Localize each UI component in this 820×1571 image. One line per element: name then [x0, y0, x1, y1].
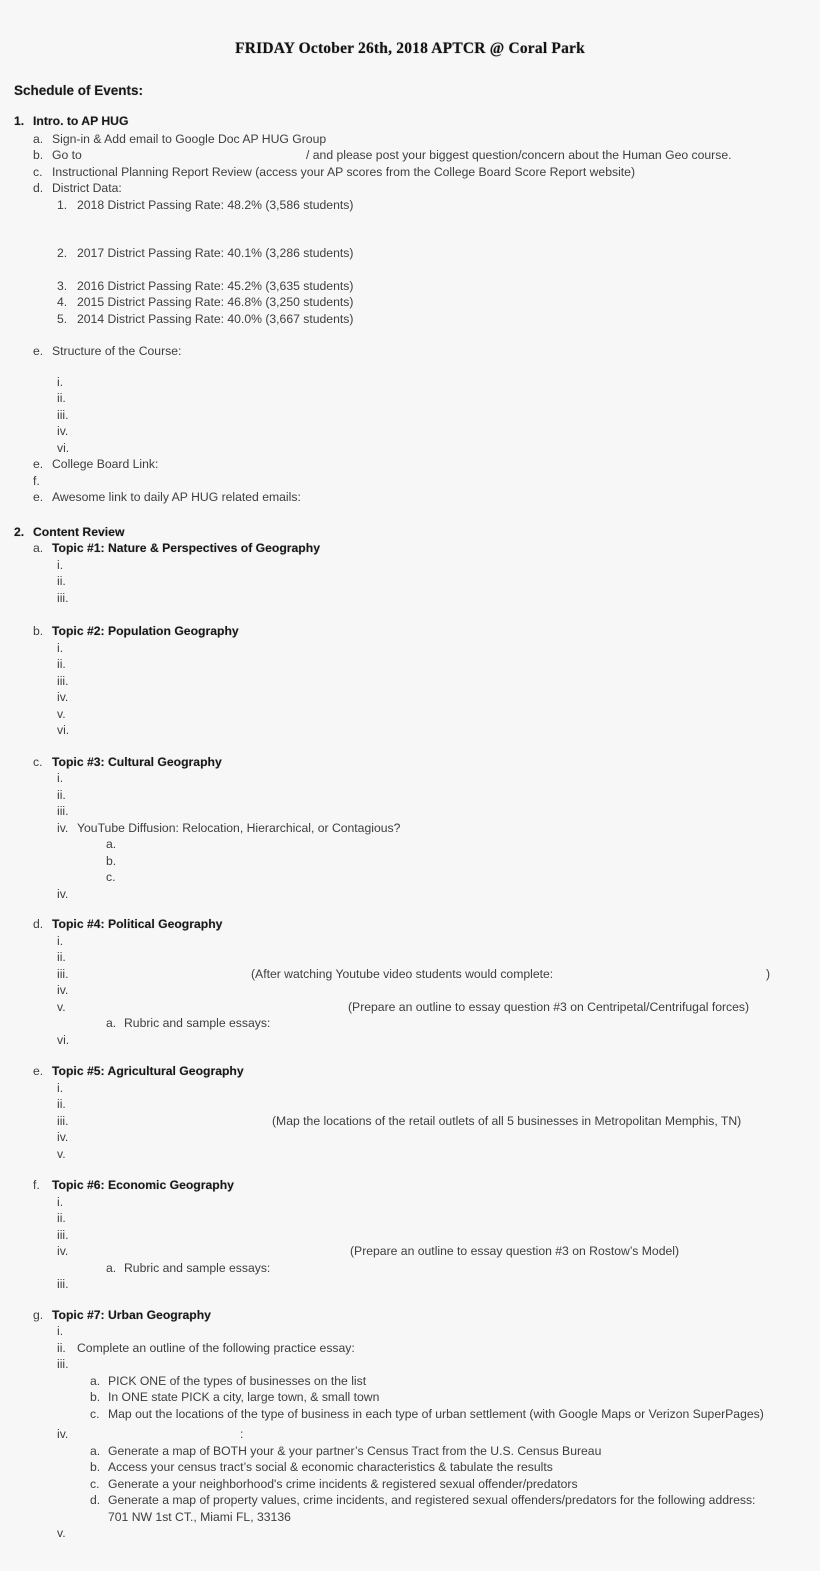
doc-line	[0, 1459, 820, 1476]
doc-line	[0, 1146, 820, 1163]
line-text: Complete an outline of the following practice essay:	[77, 1340, 355, 1355]
line-marker: v.	[57, 1526, 66, 1540]
line-text: 2018 District Passing Rate: 48.2% (3,586 students)	[77, 197, 354, 212]
doc-line	[0, 1227, 820, 1244]
doc-line	[0, 1080, 820, 1097]
line-marker: 4.	[57, 295, 68, 309]
line-marker: b.	[106, 853, 117, 868]
line-text: PICK ONE of the types of businesses on the list	[108, 1373, 367, 1388]
line-marker: a.	[106, 1016, 117, 1030]
line-marker: iii.	[57, 1277, 69, 1291]
line-marker: 5.	[57, 311, 68, 326]
line-text-segment: :	[240, 1427, 244, 1441]
line-marker: i.	[57, 1080, 64, 1095]
line-marker: iv.	[57, 820, 69, 835]
line-marker: e.	[33, 1064, 44, 1078]
line-marker: iv.	[57, 424, 69, 438]
line-marker: e.	[33, 457, 44, 471]
line-marker: ii.	[57, 950, 66, 964]
doc-line	[0, 456, 820, 473]
doc-line	[0, 722, 820, 739]
line-text: Topic #1: Nature & Perspectives of Geography	[52, 541, 320, 555]
line-marker: d.	[90, 1493, 101, 1507]
line-text: 2016 District Passing Rate: 45.2% (3,635 students)	[77, 278, 354, 293]
doc-line	[0, 294, 820, 311]
doc-line	[0, 1492, 820, 1509]
doc-line	[0, 803, 820, 820]
doc-line	[0, 180, 820, 197]
line-text: Map out the locations of the type of business in each type of urban settlement (with Google Maps or Verizon SuperPages)	[108, 1406, 764, 1421]
doc-line	[0, 113, 820, 130]
doc-line	[0, 1194, 820, 1211]
doc-line	[0, 1476, 820, 1493]
line-text: Topic #5: Agricultural Geography	[52, 1064, 244, 1078]
doc-line	[0, 982, 820, 999]
doc-line	[0, 1129, 820, 1146]
schedule-outline	[0, 113, 820, 1542]
doc-line	[0, 311, 820, 328]
line-marker: a.	[90, 1443, 101, 1458]
line-marker: c.	[33, 754, 43, 769]
doc-line	[0, 1443, 820, 1460]
line-marker: f.	[33, 473, 40, 488]
line-marker: v.	[57, 1146, 66, 1161]
line-marker: ii.	[57, 1340, 66, 1355]
doc-line	[0, 524, 820, 541]
doc-line	[0, 1525, 820, 1542]
doc-line	[0, 343, 820, 360]
doc-line	[0, 1323, 820, 1340]
doc-line	[0, 245, 820, 262]
line-text-segment: )	[766, 966, 771, 981]
line-marker: ii.	[57, 1211, 66, 1225]
line-marker: 3.	[57, 278, 68, 293]
line-marker: iv.	[57, 1427, 69, 1441]
doc-line	[0, 673, 820, 690]
line-marker: e.	[33, 344, 44, 358]
line-marker: ii.	[57, 787, 66, 802]
doc-line	[0, 590, 820, 607]
line-marker: iv.	[57, 1244, 69, 1258]
doc-line	[0, 966, 820, 983]
line-marker: 2.	[14, 524, 25, 539]
line-text: Rubric and sample essays:	[124, 1016, 271, 1030]
doc-line	[0, 949, 820, 966]
line-text: Instructional Planning Report Review (access your AP scores from the College Board Score Report website)	[52, 164, 636, 179]
doc-line	[0, 473, 820, 490]
doc-line	[0, 706, 820, 723]
doc-line	[0, 557, 820, 574]
doc-line	[0, 1243, 820, 1260]
doc-line	[0, 1389, 820, 1406]
doc-line	[0, 131, 820, 148]
line-text: District Data:	[52, 181, 122, 195]
doc-line	[0, 278, 820, 295]
line-marker: i.	[57, 1324, 64, 1338]
doc-line	[0, 886, 820, 903]
line-text: 2014 District Passing Rate: 40.0% (3,667 students)	[77, 311, 354, 326]
line-text: Access your census tract’s social & economic characteristics & tabulate the results	[108, 1460, 553, 1474]
doc-line	[0, 1113, 820, 1130]
line-marker: i.	[57, 1194, 64, 1209]
line-text: Generate a map of property values, crime incidents, and registered sexual offenders/predators for the following address:	[108, 1493, 756, 1507]
line-text: Topic #3: Cultural Geography	[52, 754, 222, 769]
doc-line	[0, 1015, 820, 1032]
line-text: Intro. to AP HUG	[33, 114, 129, 128]
line-marker: iii.	[57, 590, 69, 605]
line-marker: i.	[57, 557, 64, 572]
line-marker: c.	[33, 164, 43, 179]
doc-line	[0, 1373, 820, 1390]
line-text: Awesome link to daily AP HUG related emails:	[52, 490, 301, 504]
doc-line	[0, 1276, 820, 1293]
doc-line	[0, 754, 820, 771]
line-marker: iii.	[57, 407, 69, 422]
doc-line	[0, 1063, 820, 1080]
doc-line	[0, 656, 820, 673]
line-marker: b.	[33, 624, 44, 638]
line-text: Sign-in & Add email to Google Doc AP HUG Group	[52, 131, 327, 146]
doc-line	[0, 1509, 820, 1526]
line-marker: a.	[90, 1373, 101, 1388]
doc-line	[0, 916, 820, 933]
doc-line	[0, 407, 820, 424]
doc-line	[0, 820, 820, 837]
doc-line	[0, 1032, 820, 1049]
line-marker: 1.	[57, 197, 68, 212]
line-text: Topic #6: Economic Geography	[52, 1178, 234, 1192]
doc-line	[0, 164, 820, 181]
line-marker: i.	[57, 771, 64, 785]
doc-line	[0, 1340, 820, 1357]
doc-line	[0, 869, 820, 886]
line-marker: 2.	[57, 246, 68, 260]
line-marker: iv.	[57, 1130, 69, 1144]
line-marker: vi.	[57, 1032, 70, 1047]
doc-line	[0, 423, 820, 440]
line-marker: b.	[33, 148, 44, 162]
line-marker: a.	[106, 1260, 117, 1275]
line-text: 2017 District Passing Rate: 40.1% (3,286 students)	[77, 246, 354, 260]
doc-line	[0, 787, 820, 804]
line-marker: c.	[90, 1476, 100, 1491]
line-text: College Board Link:	[52, 457, 159, 471]
line-marker: a.	[33, 131, 44, 146]
line-marker: c.	[106, 870, 116, 884]
doc-line	[0, 1307, 820, 1324]
line-marker: ii.	[57, 1097, 66, 1111]
line-marker: iii.	[57, 966, 69, 981]
line-marker: vi.	[57, 723, 70, 737]
line-marker: vi.	[57, 440, 70, 455]
doc-line	[0, 374, 820, 391]
line-marker: i.	[57, 640, 64, 655]
line-text: Go to	[52, 148, 82, 162]
line-text-segment: / and please post your biggest question/concern about the Human Geo course.	[306, 148, 732, 162]
line-marker: ii.	[57, 391, 66, 405]
doc-line	[0, 1210, 820, 1227]
doc-line	[0, 1356, 820, 1373]
line-text: Rubric and sample essays:	[124, 1260, 271, 1275]
line-marker: iv.	[57, 983, 69, 997]
doc-line	[0, 623, 820, 640]
line-marker: v.	[57, 999, 66, 1014]
line-marker: d.	[33, 181, 44, 195]
doc-line	[0, 1426, 820, 1443]
line-marker: iii.	[57, 1227, 69, 1242]
line-text: Topic #2: Population Geography	[52, 624, 239, 638]
line-marker: a.	[33, 541, 44, 555]
line-text: In ONE state PICK a city, large town, & small town	[108, 1390, 380, 1404]
doc-line	[0, 390, 820, 407]
doc-line	[0, 1260, 820, 1277]
doc-line	[0, 147, 820, 164]
doc-line	[0, 540, 820, 557]
line-text: YouTube Diffusion: Relocation, Hierarchical, or Contagious?	[77, 820, 401, 835]
line-text: Structure of the Course:	[52, 344, 182, 358]
doc-line	[0, 1096, 820, 1113]
line-marker: b.	[90, 1390, 101, 1404]
line-marker: b.	[90, 1460, 101, 1474]
line-marker: iii.	[57, 804, 69, 818]
doc-line	[0, 1177, 820, 1194]
doc-line	[0, 640, 820, 657]
doc-line	[0, 999, 820, 1016]
line-marker: v.	[57, 706, 66, 721]
line-marker: ii.	[57, 574, 66, 588]
line-text-segment: (After watching Youtube video students would complete:	[251, 966, 554, 981]
line-marker: i.	[57, 933, 64, 948]
line-marker: i.	[57, 374, 64, 389]
doc-line	[0, 836, 820, 853]
line-marker: e.	[33, 490, 44, 504]
line-text: Generate a map of BOTH your & your partner’s Census Tract from the U.S. Census Bureau	[108, 1443, 602, 1458]
line-marker: c.	[90, 1406, 100, 1421]
doc-line	[0, 770, 820, 787]
doc-line	[0, 573, 820, 590]
line-marker: 1.	[14, 114, 25, 128]
line-text: Content Review	[33, 524, 125, 539]
schedule-heading: Schedule of Events:	[14, 83, 144, 98]
line-marker: iv.	[57, 690, 69, 704]
line-marker: a.	[106, 837, 117, 851]
line-text: Topic #7: Urban Geography	[52, 1307, 211, 1322]
line-marker: ii.	[57, 657, 66, 671]
doc-line	[0, 489, 820, 506]
line-text-segment: (Map the locations of the retail outlets of all 5 businesses in Metropolitan Memphis, TN)	[272, 1113, 742, 1128]
doc-line	[0, 689, 820, 706]
doc-line	[0, 440, 820, 457]
doc-line	[0, 1406, 820, 1423]
line-text-segment: (Prepare an outline to essay question #3 on Rostow’s Model)	[350, 1244, 680, 1258]
line-marker: iii.	[57, 1113, 69, 1128]
line-text: 2015 District Passing Rate: 46.8% (3,250 students)	[77, 295, 354, 309]
line-marker: iii.	[57, 673, 69, 688]
line-text: Topic #4: Political Geography	[52, 917, 223, 931]
doc-line	[0, 933, 820, 950]
doc-line	[0, 197, 820, 214]
doc-line	[0, 853, 820, 870]
line-text: Generate a your neighborhood's crime incidents & registered sexual offender/predators	[108, 1476, 578, 1491]
line-marker: f.	[33, 1178, 40, 1192]
line-marker: d.	[33, 917, 44, 931]
document-title: FRIDAY October 26th, 2018 APTCR @ Coral Park	[235, 40, 585, 57]
line-marker: iv.	[57, 886, 69, 901]
line-text: 701 NW 1st CT., Miami FL, 33136	[108, 1509, 291, 1524]
line-marker: g.	[33, 1307, 44, 1322]
line-text-segment: (Prepare an outline to essay question #3 on Centripetal/Centrifugal forces)	[348, 999, 750, 1014]
line-marker: iii.	[57, 1357, 69, 1371]
